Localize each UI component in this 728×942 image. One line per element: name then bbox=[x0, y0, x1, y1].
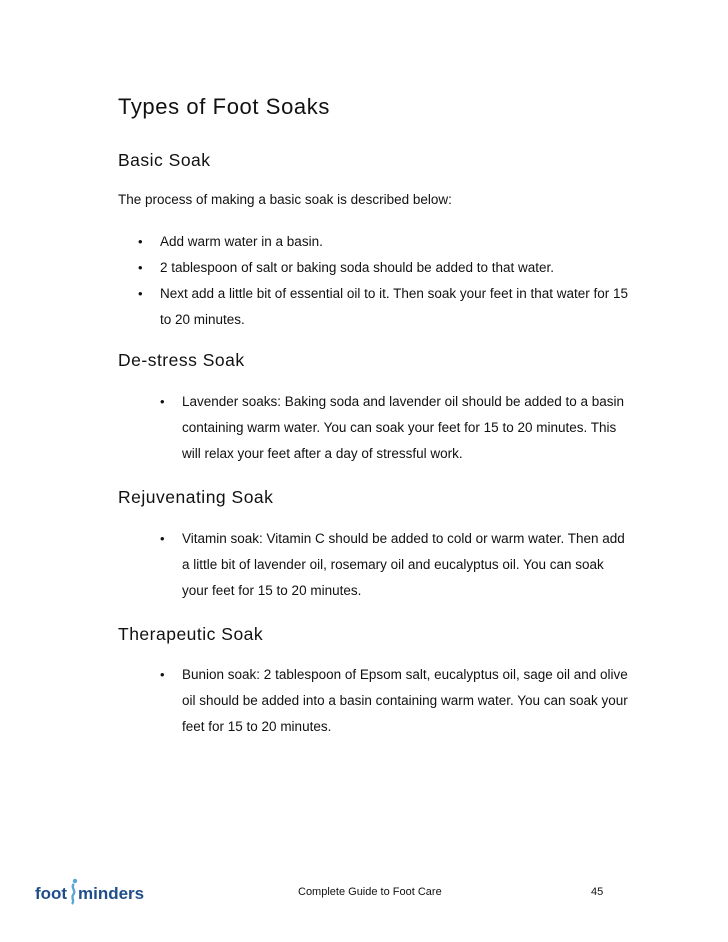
heading-therapeutic-soak: Therapeutic Soak bbox=[118, 624, 264, 644]
svg-text:minders: minders bbox=[78, 884, 145, 903]
bullet-icon: • bbox=[160, 667, 165, 682]
basic-soak-intro: The process of making a basic soak is described below: bbox=[118, 192, 452, 207]
heading-de-stress-soak: De-stress Soak bbox=[118, 350, 245, 370]
list-item: • Bunion soak: 2 tablespoon of Epsom salt, eucalyptus oil, sage oil and olive oil should be added into a basin containing warm water. You can soak your feet for 15 to 20 minutes. bbox=[182, 662, 632, 740]
list-item: • 2 tablespoon of salt or baking soda should be added to that water. bbox=[160, 255, 630, 281]
list-item: • Vitamin soak: Vitamin C should be added to cold or warm water. Then add a little bit of lavender oil, rosemary oil and eucalyptus oil. You can soak your feet for 15 to 20 minutes. bbox=[182, 526, 632, 604]
therapeutic-soak-list bbox=[160, 662, 632, 740]
rejuvenating-soak-list bbox=[160, 526, 632, 604]
de-stress-soak-list bbox=[160, 389, 632, 467]
footer-page-number: 45 bbox=[591, 886, 604, 898]
svg-text:foot: foot bbox=[35, 884, 68, 903]
bullet-icon: • bbox=[138, 260, 143, 275]
footminders-logo bbox=[35, 874, 145, 908]
list-item: • Next add a little bit of essential oil to it. Then soak your feet in that water for 15 to 20 minutes. bbox=[160, 281, 630, 333]
heading-rejuvenating-soak: Rejuvenating Soak bbox=[118, 487, 274, 507]
list-item: • Lavender soaks: Baking soda and lavender oil should be added to a basin containing warm water. You can soak your feet for 15 to 20 minutes. This will relax your feet after a day of stressful work. bbox=[182, 389, 632, 467]
bullet-icon: • bbox=[138, 234, 143, 249]
list-item: • Add warm water in a basin. bbox=[160, 229, 630, 255]
bullet-icon: • bbox=[160, 531, 165, 546]
bullet-icon: • bbox=[138, 286, 143, 301]
basic-soak-list bbox=[138, 229, 630, 333]
page-title: Types of Foot Soaks bbox=[118, 94, 330, 119]
footer-document-title: Complete Guide to Foot Care bbox=[298, 886, 442, 898]
heading-basic-soak: Basic Soak bbox=[118, 150, 211, 170]
bullet-icon: • bbox=[160, 394, 165, 409]
